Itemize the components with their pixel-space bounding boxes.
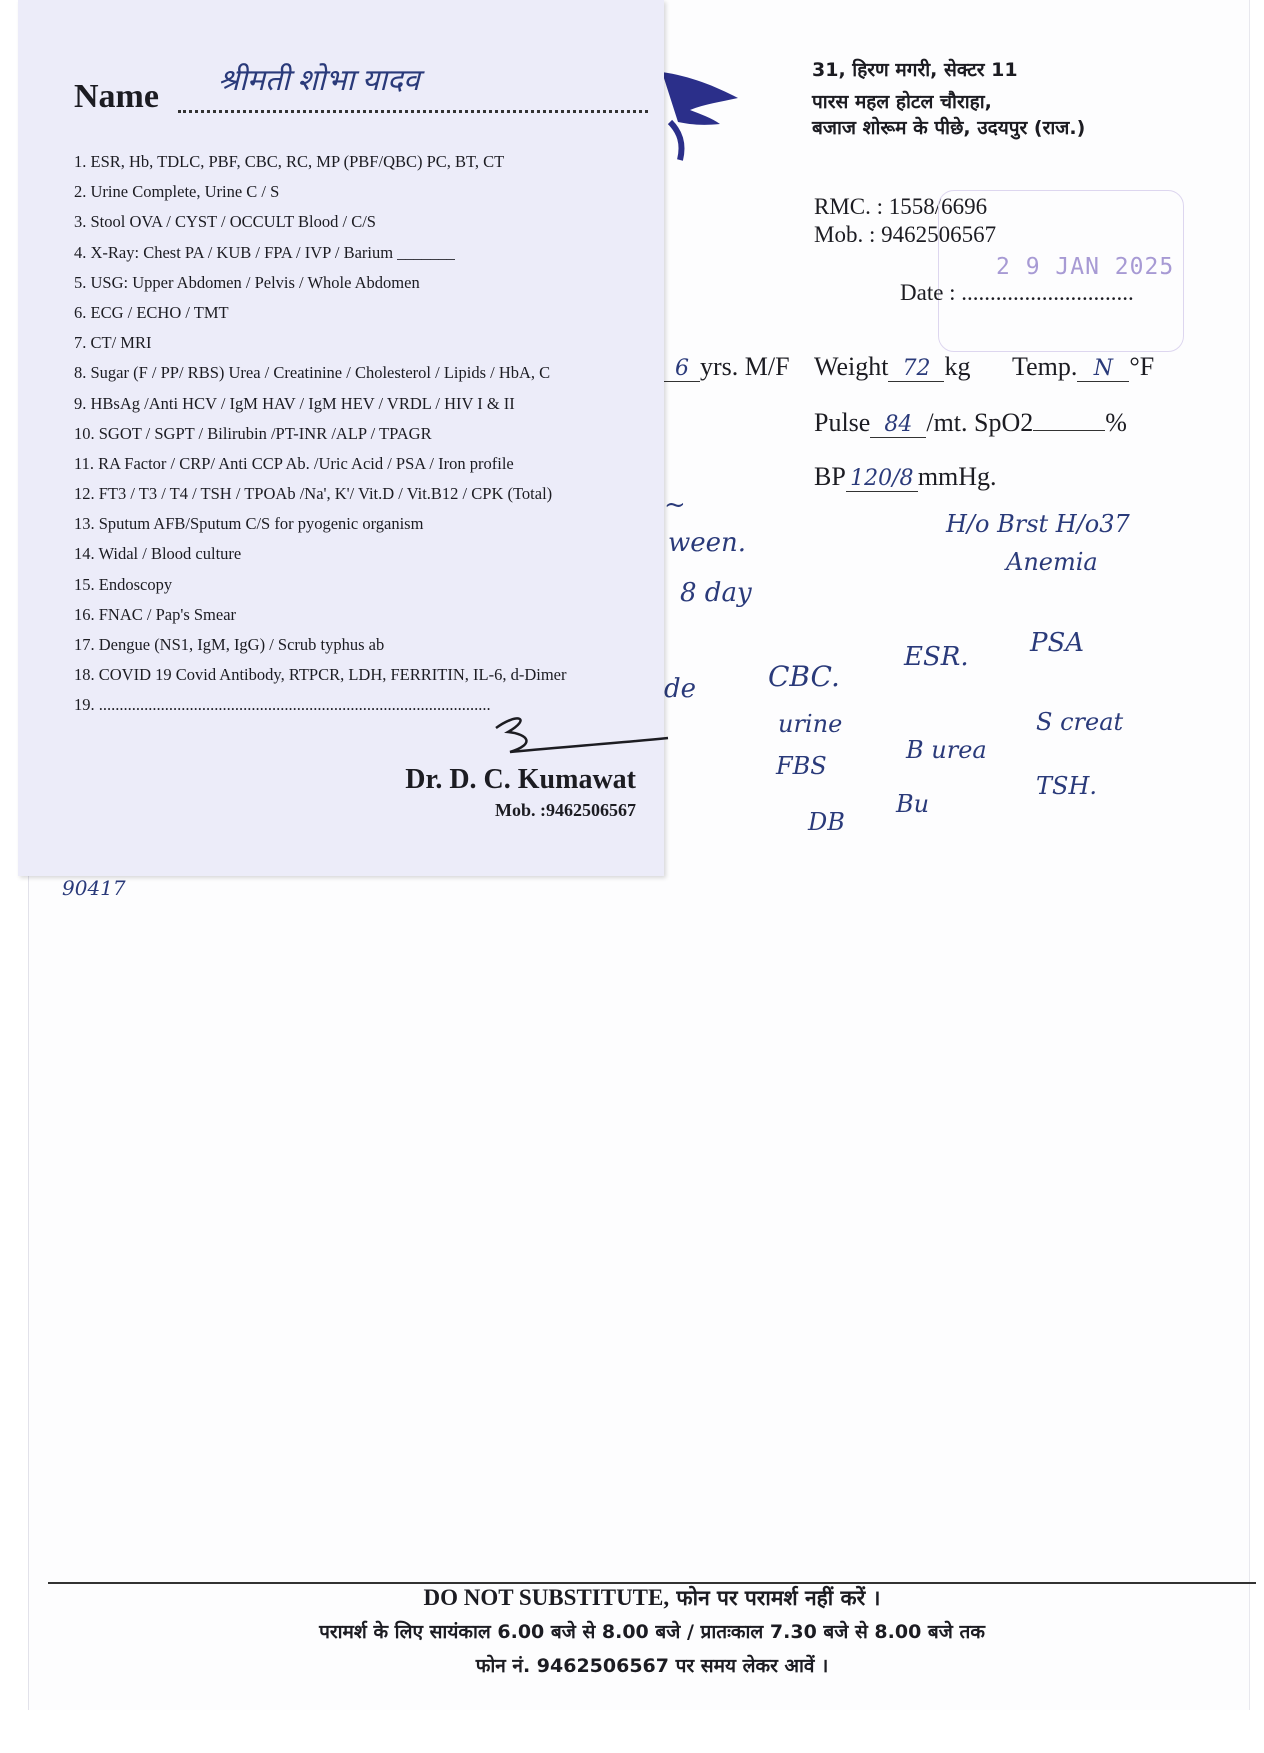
- lab-test-slip: [18, 0, 664, 876]
- name-label: Name: [74, 78, 159, 115]
- bp-value: 120/8: [846, 466, 918, 492]
- doctor-signature: [488, 708, 678, 768]
- complaint-note-2: 8 day: [680, 578, 752, 608]
- test-item: 8. Sugar (F / PP/ RBS) Urea / Creatinine / Cholesterol / Lipids / HbA, C: [74, 363, 551, 383]
- footer-line-2: परामर्श के लिए सायंकाल 6.00 बजे से 8.00 बजे / प्रातःकाल 7.30 बजे से 8.00 बजे तक: [319, 1621, 985, 1643]
- age-value: 6: [664, 356, 700, 382]
- weight-value: 72: [888, 356, 944, 382]
- doctor-mobile: Mob. :9462506567: [495, 800, 636, 820]
- test-item: 12. FT3 / T3 / T4 / TSH / TPOAb /Na', K'/ Vit.D / Vit.B12 / CPK (Total): [74, 484, 553, 504]
- test-item: 7. CT/ MRI: [74, 333, 152, 353]
- test-item: 2. Urine Complete, Urine C / S: [74, 182, 280, 202]
- complaint-note-3: de: [664, 674, 697, 704]
- history-note-2: Anemia: [1006, 548, 1098, 576]
- temp-unit: °F: [1129, 352, 1155, 381]
- test-item: 13. Sputum AFB/Sputum C/S for pyogenic organism: [74, 514, 424, 534]
- complaint-note-1: ween.: [668, 528, 747, 558]
- caduceus-logo-icon: [660, 62, 740, 162]
- doctor-name: Dr. D. C. Kumawat: [405, 764, 636, 795]
- do-not-substitute: DO NOT SUBSTITUTE,: [423, 1585, 670, 1610]
- age-field: [664, 352, 790, 382]
- patient-name: श्रीमती शोभा यादव: [218, 64, 420, 97]
- test-item: 17. Dengue (NS1, IgM, IgG) / Scrub typhus ab: [74, 635, 385, 654]
- slip-bottom-note: 90417: [62, 876, 126, 900]
- test-item: 3. Stool OVA / CYST / OCCULT Blood / C/S: [74, 212, 376, 232]
- weight-unit: kg: [944, 352, 971, 381]
- date-field: Date : ..............................: [900, 280, 1134, 305]
- test-item: 19. ...............................................................................................: [74, 695, 491, 715]
- history-note-1: H/o Brst H/o37: [946, 510, 1130, 538]
- spo2-label: SpO2: [974, 408, 1034, 437]
- test-item: 6. ECG / ECHO / TMT: [74, 302, 229, 322]
- bp-label: BP: [814, 462, 846, 491]
- test-item: 16. FNAC / Pap's Smear: [74, 604, 237, 624]
- bp-field: [814, 462, 997, 492]
- test-item: 4. X-Ray: Chest PA / KUB / FPA / IVP / Barium _______: [74, 242, 455, 262]
- test-item: 14. Widal / Blood culture: [74, 544, 242, 564]
- pulse-label: Pulse: [814, 408, 871, 437]
- test-item: 18. COVID 19 Covid Antibody, RTPCR, LDH, FERRITIN, IL-6, d-Dimer: [74, 665, 567, 685]
- advice-urea: B urea: [906, 736, 987, 764]
- test-item: 15. Endoscopy: [74, 574, 173, 594]
- advice-bu: Bu: [896, 790, 930, 818]
- advice-fbs: FBS: [776, 752, 827, 780]
- advice-esr: ESR.: [904, 642, 969, 672]
- pulse-value: 84: [870, 412, 926, 438]
- clinic-address-line-1: 31, हिरण मगरी, सेक्टर 11: [812, 59, 1018, 81]
- footer-line-1: [48, 1584, 1256, 1612]
- bp-unit: mmHg.: [917, 462, 997, 491]
- spo2-unit: %: [1105, 408, 1127, 437]
- name-dotted-line: [178, 110, 648, 113]
- weight-label: Weight: [814, 352, 889, 381]
- clinic-address-line-2: पारस महल होटल चौराहा,: [812, 91, 992, 113]
- date-stamp: 2 9 JAN 2025: [996, 254, 1175, 280]
- temp-label: Temp.: [1012, 352, 1078, 381]
- weight-field: [814, 352, 970, 382]
- temp-value: N: [1077, 356, 1129, 382]
- test-item: 1. ESR, Hb, TDLC, PBF, CBC, RC, MP (PBF/QBC) PC, BT, CT: [74, 152, 505, 171]
- spo2-value: [1033, 430, 1105, 431]
- test-item: 10. SGOT / SGPT / Bilirubin /PT-INR /ALP / TPAGR: [74, 423, 432, 443]
- test-item: 11. RA Factor / CRP/ Anti CCP Ab. /Uric Acid / PSA / Iron profile: [74, 453, 514, 473]
- footer-line-3: फोन नं. 9462506567 पर समय लेकर आवें ।: [475, 1655, 829, 1677]
- advice-creatinine: S creat: [1036, 708, 1124, 736]
- advice-urine: urine: [778, 710, 843, 738]
- advice-cbc: CBC.: [768, 660, 840, 693]
- advice-tsh: TSH.: [1036, 772, 1098, 800]
- dash-mark: ~: [664, 490, 686, 520]
- temp-field: [1012, 352, 1154, 382]
- clinic-address-line-3: बजाज शोरूम के पीछे, उदयपुर (राज.): [812, 117, 1086, 139]
- rmc-number: RMC. : 1558/6696: [814, 194, 988, 219]
- test-item: 9. HBsAg /Anti HCV / IgM HAV / IgM HEV / VRDL / HIV I & II: [74, 393, 515, 413]
- advice-db: DB: [808, 808, 845, 836]
- pulse-unit: /mt.: [926, 408, 968, 437]
- footer-line-1-hindi: फोन पर परामर्श नहीं करें ।: [669, 1586, 881, 1610]
- pulse-field: [814, 408, 1127, 438]
- header-mobile: Mob. : 9462506567: [814, 222, 997, 247]
- test-item: 5. USG: Upper Abdomen / Pelvis / Whole Abdomen: [74, 272, 420, 292]
- advice-psa: PSA: [1030, 628, 1085, 658]
- test-list: [74, 152, 674, 726]
- age-suffix: yrs. M/F: [700, 352, 790, 381]
